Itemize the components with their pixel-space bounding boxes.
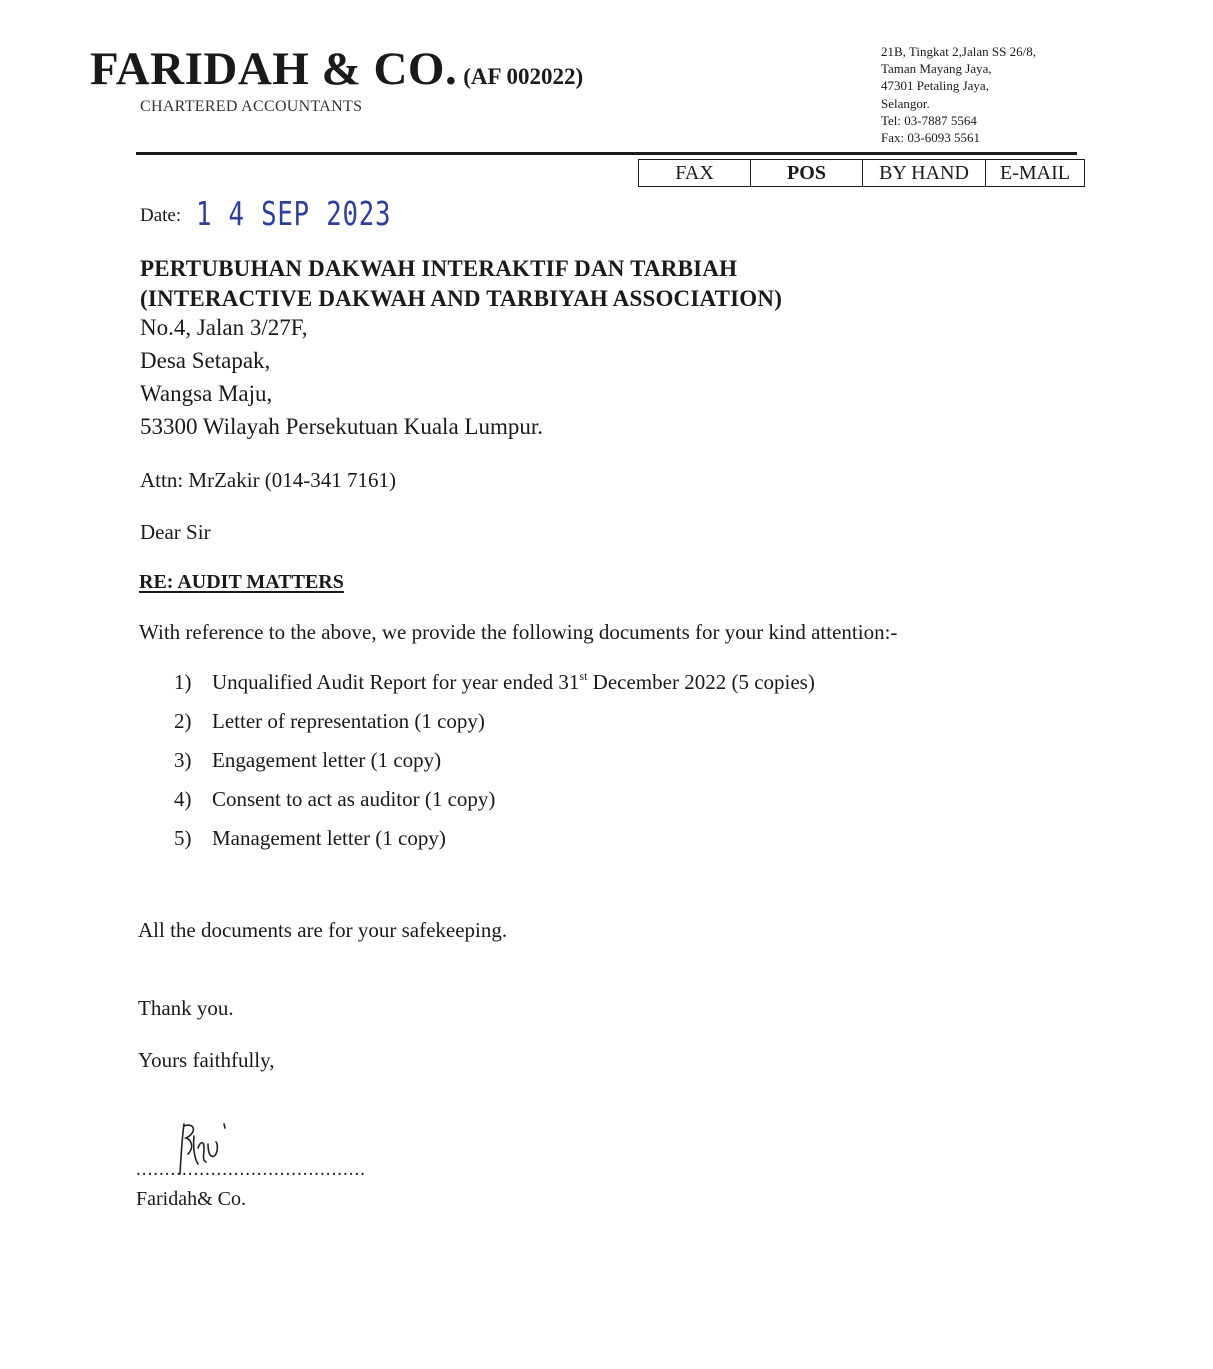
list-item-number: 3) <box>174 748 192 772</box>
list-item-number: 2) <box>174 709 192 733</box>
recipient-name-line: PERTUBUHAN DAKWAH INTERAKTIF DAN TARBIAH <box>140 256 738 281</box>
recipient-address-line: Wangsa Maju, <box>140 381 273 406</box>
delivery-method-table <box>638 159 1085 187</box>
recipient-address-line: 53300 Wilayah Persekutuan Kuala Lumpur. <box>140 414 543 439</box>
attention-line: Attn: MrZakir (014-341 7161) <box>140 468 397 492</box>
recipient-address-line: No.4, Jalan 3/27F, <box>140 315 308 340</box>
list-item <box>174 670 815 709</box>
firm-address-line: Taman Mayang Jaya, <box>881 61 992 77</box>
list-item-text: Engagement letter (1 copy) <box>212 748 442 772</box>
firm-name <box>90 42 583 96</box>
list-item-text: Unqualified Audit Report for year ended 31 <box>212 670 580 694</box>
list-item-text: Letter of representation (1 copy) <box>212 709 485 733</box>
list-item-number: 4) <box>174 787 192 811</box>
list-item <box>174 748 815 787</box>
list-item-text: Management letter (1 copy) <box>212 826 446 850</box>
delivery-by-hand: BY HAND <box>863 160 986 186</box>
list-item-superscript: st <box>579 669 588 683</box>
firm-address <box>881 43 1036 146</box>
delivery-email: E-MAIL <box>1000 162 1070 184</box>
recipient-address-line: Desa Setapak, <box>140 348 271 373</box>
date-label: Date: <box>140 205 182 226</box>
delivery-pos: POS <box>751 160 863 186</box>
firm-name-text: FARIDAH & CO. <box>90 43 458 95</box>
intro-paragraph: With reference to the above, we provide the following documents for your kind attention:- <box>139 620 898 644</box>
list-item-text-cont: December 2022 (5 copies) <box>587 670 815 694</box>
document-list <box>174 670 815 865</box>
subject-line: RE: AUDIT MATTERS <box>139 571 344 593</box>
firm-address-line: Selangor. <box>881 95 930 111</box>
list-item-number: 5) <box>174 826 192 850</box>
list-item-text: Consent to act as auditor (1 copy) <box>212 787 496 811</box>
firm-registration: (AF 002022) <box>463 64 584 89</box>
date-stamp: 1 4 SEP 2023 <box>196 194 392 233</box>
list-item <box>174 787 815 826</box>
thank-you: Thank you. <box>138 996 234 1020</box>
list-item-number: 1) <box>174 670 192 694</box>
list-item <box>174 826 815 865</box>
salutation: Dear Sir <box>140 520 211 544</box>
signer-name: Faridah& Co. <box>136 1188 246 1210</box>
closing-note: All the documents are for your safekeeping. <box>138 918 508 942</box>
firm-address-line: 21B, Tingkat 2,Jalan SS 26/8, <box>881 44 1036 59</box>
recipient-address <box>140 311 543 443</box>
firm-subtitle: CHARTERED ACCOUNTANTS <box>140 98 363 115</box>
firm-address-line: 47301 Petaling Jaya, <box>881 78 989 94</box>
recipient-name <box>140 254 782 314</box>
delivery-fax: FAX <box>639 160 751 186</box>
recipient-name-line: (INTERACTIVE DAKWAH AND TARBIYAH ASSOCIATION) <box>140 286 783 311</box>
signature-line: ........................................ <box>136 1159 366 1180</box>
firm-fax: Fax: 03-6093 5561 <box>881 130 980 146</box>
list-item <box>174 709 815 748</box>
complimentary-close: Yours faithfully, <box>138 1048 275 1072</box>
letterhead-divider <box>136 152 1077 155</box>
firm-phone: Tel: 03-7887 5564 <box>881 112 977 128</box>
